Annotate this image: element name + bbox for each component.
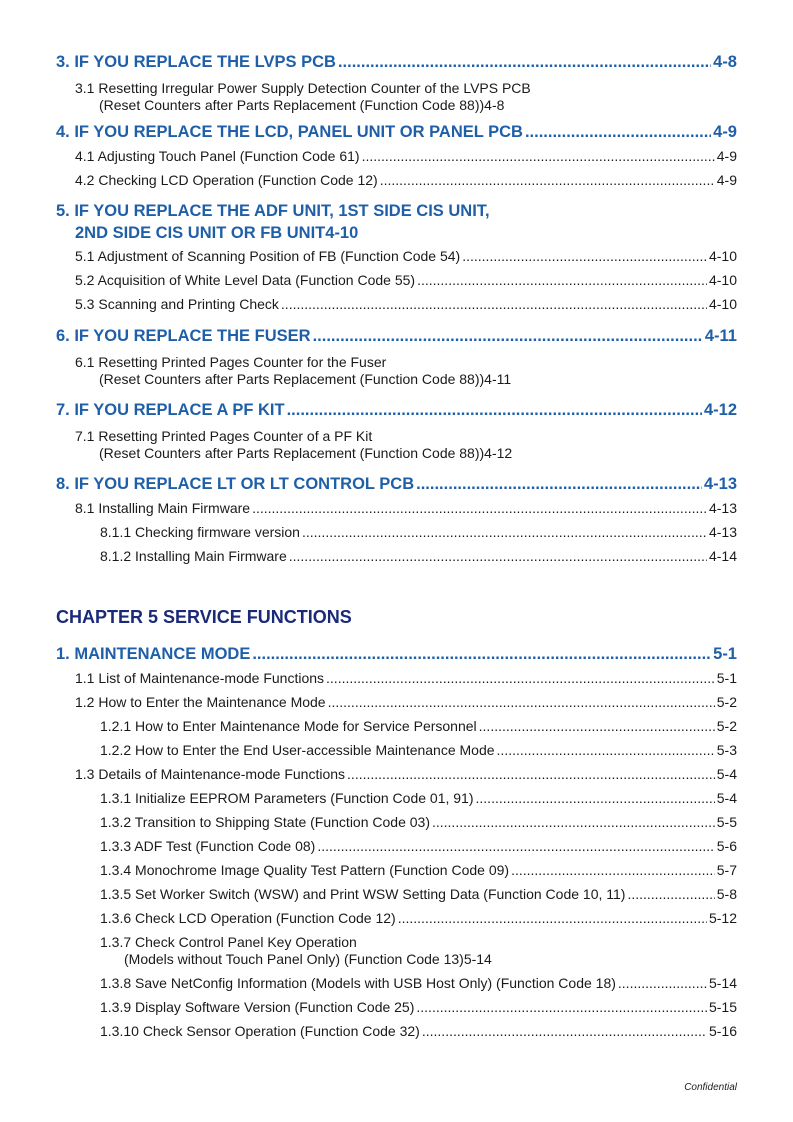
toc-entry-3-1[interactable]: 3.1 Resetting Irregular Power Supply Detection Counter of the LVPS PCB (Reset Counters after Parts Replacement (Function Code 88)) 4-8	[75, 80, 531, 113]
toc-heading-maintenance-mode[interactable]: 1. MAINTENANCE MODE ..... 5-1	[56, 642, 737, 666]
table-of-contents	[56, 50, 737, 1043]
toc-entry-1-3-1[interactable]: 1.3.1 Initialize EEPROM Parameters (Function Code 01, 91) ..... 5-4	[56, 786, 737, 810]
toc-entry-1-3-9[interactable]: 1.3.9 Display Software Version (Function Code 25) ..... 5-15	[56, 995, 737, 1019]
toc-entry-1-3-3[interactable]: 1.3.3 ADF Test (Function Code 08) ..... 5-6	[56, 834, 737, 858]
toc-entry-1-3-6[interactable]: 1.3.6 Check LCD Operation (Function Code 12) ..... 5-12	[56, 906, 737, 930]
toc-heading-section-3[interactable]: 3. IF YOU REPLACE THE LVPS PCB ..... 4-8	[56, 50, 737, 74]
toc-entry-4-2[interactable]: 4.2 Checking LCD Operation (Function Code 12) ..... 4-9	[56, 168, 737, 192]
toc-entry-1-3-5[interactable]: 1.3.5 Set Worker Switch (WSW) and Print WSW Setting Data (Function Code 10, 11) ..... 5-8	[56, 882, 737, 906]
toc-entry-1-1[interactable]: 1.1 List of Maintenance-mode Functions ..... 5-1	[56, 666, 737, 690]
toc-entry-1-3-4[interactable]: 1.3.4 Monochrome Image Quality Test Pattern (Function Code 09) ..... 5-7	[56, 858, 737, 882]
toc-heading-section-5[interactable]: 5. IF YOU REPLACE THE ADF UNIT, 1ST SIDE CIS UNIT, 2ND SIDE CIS UNIT OR FB UNIT 4-10	[56, 202, 490, 242]
toc-entry-4-1[interactable]: 4.1 Adjusting Touch Panel (Function Code 61) ..... 4-9	[56, 144, 737, 168]
toc-entry-1-3-10[interactable]: 1.3.10 Check Sensor Operation (Function Code 32) ..... 5-16	[56, 1019, 737, 1043]
toc-heading-section-6[interactable]: 6. IF YOU REPLACE THE FUSER ..... 4-11	[56, 324, 737, 348]
toc-entry-8-1-1[interactable]: 8.1.1 Checking firmware version ..... 4-13	[56, 520, 737, 544]
toc-entry-1-3-8[interactable]: 1.3.8 Save NetConfig Information (Models with USB Host Only) (Function Code 18) ..... 5-14	[56, 971, 737, 995]
toc-entry-1-3-7[interactable]: 1.3.7 Check Control Panel Key Operation (Models without Touch Panel Only) (Function Code 13) 5-14	[100, 934, 492, 967]
toc-entry-1-2[interactable]: 1.2 How to Enter the Maintenance Mode ..... 5-2	[56, 690, 737, 714]
toc-entry-1-2-2[interactable]: 1.2.2 How to Enter the End User-accessible Maintenance Mode ..... 5-3	[56, 738, 737, 762]
chapter-5-title: CHAPTER 5 SERVICE FUNCTIONS	[56, 607, 352, 627]
toc-entry-8-1-2[interactable]: 8.1.2 Installing Main Firmware ..... 4-14	[56, 544, 737, 568]
toc-entry-6-1[interactable]: 6.1 Resetting Printed Pages Counter for the Fuser (Reset Counters after Parts Replacement (Function Code 88)) 4-11	[75, 354, 512, 387]
toc-entry-7-1[interactable]: 7.1 Resetting Printed Pages Counter of a PF Kit (Reset Counters after Parts Replacement (Function Code 88)) 4-12	[75, 428, 513, 461]
toc-entry-1-3[interactable]: 1.3 Details of Maintenance-mode Functions ..... 5-4	[56, 762, 737, 786]
toc-entry-5-1[interactable]: 5.1 Adjustment of Scanning Position of FB (Function Code 54) ..... 4-10	[56, 244, 737, 268]
toc-entry-8-1[interactable]: 8.1 Installing Main Firmware ..... 4-13	[56, 496, 737, 520]
toc-entry-5-3[interactable]: 5.3 Scanning and Printing Check ..... 4-10	[56, 292, 737, 316]
toc-entry-1-3-2[interactable]: 1.3.2 Transition to Shipping State (Function Code 03) ..... 5-5	[56, 810, 737, 834]
toc-entry-5-2[interactable]: 5.2 Acquisition of White Level Data (Function Code 55) ..... 4-10	[56, 268, 737, 292]
confidential-footer: Confidential	[684, 1082, 737, 1093]
toc-heading-section-7[interactable]: 7. IF YOU REPLACE A PF KIT ..... 4-12	[56, 398, 737, 422]
toc-heading-section-8[interactable]: 8. IF YOU REPLACE LT OR LT CONTROL PCB ..... 4-13	[56, 472, 737, 496]
toc-heading-section-4[interactable]: 4. IF YOU REPLACE THE LCD, PANEL UNIT OR PANEL PCB ..... 4-9	[56, 120, 737, 144]
toc-entry-1-2-1[interactable]: 1.2.1 How to Enter Maintenance Mode for Service Personnel ..... 5-2	[56, 714, 737, 738]
